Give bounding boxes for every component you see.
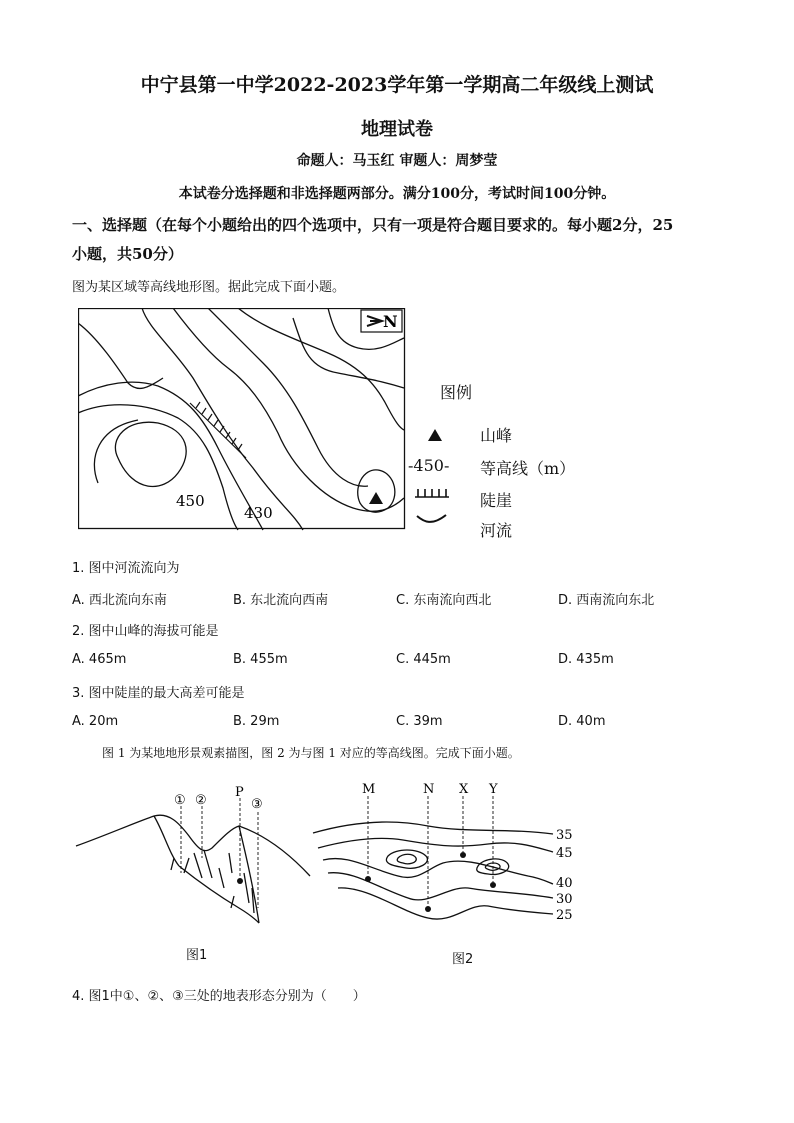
fig1-mark-3: ③	[251, 797, 263, 812]
authors-line: 命题人：马玉红 审题人：周梦莹	[296, 153, 498, 169]
legend-contour-sample: -450-	[408, 456, 450, 475]
q2-option-a[interactable]: A. 465m	[72, 652, 127, 667]
question-3-stem: 3. 图中陡崖的最大高差可能是	[72, 686, 245, 701]
figure-1-sketch	[74, 778, 314, 938]
figure-intro: 图 1 为某地地形景观素描图，图 2 为与图 1 对应的等高线图。完成下面小题。	[102, 746, 520, 760]
exam-note: 本试卷分选择题和非选择题两部分。满分100分，考试时间100分钟。	[178, 186, 616, 202]
figure-1-caption: 图1	[186, 948, 208, 963]
map-intro: 图为某区域等高线地形图。据此完成下面小题。	[72, 280, 346, 295]
fig1-mark-1: ①	[174, 793, 186, 808]
point-n-marker	[425, 906, 431, 912]
north-arrow-icon	[361, 310, 402, 332]
fig2-mark-x: X	[459, 782, 469, 797]
contour-map	[78, 308, 408, 532]
q3-option-c[interactable]: C. 39m	[396, 714, 443, 729]
q1-option-a[interactable]: A. 西北流向东南	[72, 593, 167, 608]
fig2-contour-25: 25	[556, 908, 573, 923]
question-4-stem: 4. 图1中①、②、③三处的地表形态分别为（ ）	[72, 989, 366, 1004]
question-2-stem: 2. 图中山峰的海拔可能是	[72, 624, 219, 639]
legend-peak-icon	[424, 426, 446, 444]
legend-peak-label: 山峰	[480, 426, 513, 445]
q1-option-d[interactable]: D. 西南流向东北	[558, 593, 655, 608]
point-y-marker	[490, 882, 496, 888]
legend-river-icon	[414, 512, 450, 528]
point-m-marker	[365, 876, 371, 882]
q1-option-c[interactable]: C. 东南流向西北	[396, 593, 492, 608]
north-label: N	[383, 312, 398, 331]
q2-option-b[interactable]: B. 455m	[233, 652, 288, 667]
figure-2-caption: 图2	[452, 952, 474, 967]
fig2-mark-y: Y	[489, 782, 498, 797]
legend-cliff-icon	[412, 485, 452, 501]
point-p-marker	[237, 878, 243, 884]
fig2-contour-35: 35	[556, 828, 573, 843]
legend-cliff-label: 陡崖	[480, 491, 513, 510]
q3-option-a[interactable]: A. 20m	[72, 714, 119, 729]
q1-option-b[interactable]: B. 东北流向西南	[233, 593, 329, 608]
point-x-marker	[460, 852, 466, 858]
fig2-mark-m: M	[362, 782, 376, 797]
fig2-mark-n: N	[423, 782, 435, 797]
exam-title: 中宁县第一中学2022-2023学年第一学期高二年级线上测试	[140, 74, 654, 96]
contour-label-450: 450	[176, 492, 205, 510]
q2-option-d[interactable]: D. 435m	[558, 652, 614, 667]
fig1-mark-2: ②	[195, 793, 207, 808]
fig2-contour-30: 30	[556, 892, 573, 907]
q3-option-d[interactable]: D. 40m	[558, 714, 606, 729]
fig1-mark-p: P	[235, 785, 244, 800]
q3-option-b[interactable]: B. 29m	[233, 714, 280, 729]
q2-option-c[interactable]: C. 445m	[396, 652, 451, 667]
section-heading-line2: 小题，共50分）	[72, 245, 183, 263]
fig2-contour-40: 40	[556, 876, 573, 891]
legend-contour-label: 等高线（m）	[480, 459, 576, 478]
legend-river-label: 河流	[480, 521, 513, 540]
exam-subtitle: 地理试卷	[361, 119, 433, 140]
section-heading-line1: 一、选择题（在每个小题给出的四个选项中，只有一项是符合题目要求的。每小题2分，25	[72, 216, 674, 234]
figure-2-contour-map	[308, 778, 588, 948]
contour-label-430: 430	[244, 504, 273, 522]
question-1-stem: 1. 图中河流流向为	[72, 561, 180, 576]
fig2-contour-45: 45	[556, 846, 573, 861]
legend-title: 图例	[440, 383, 473, 402]
